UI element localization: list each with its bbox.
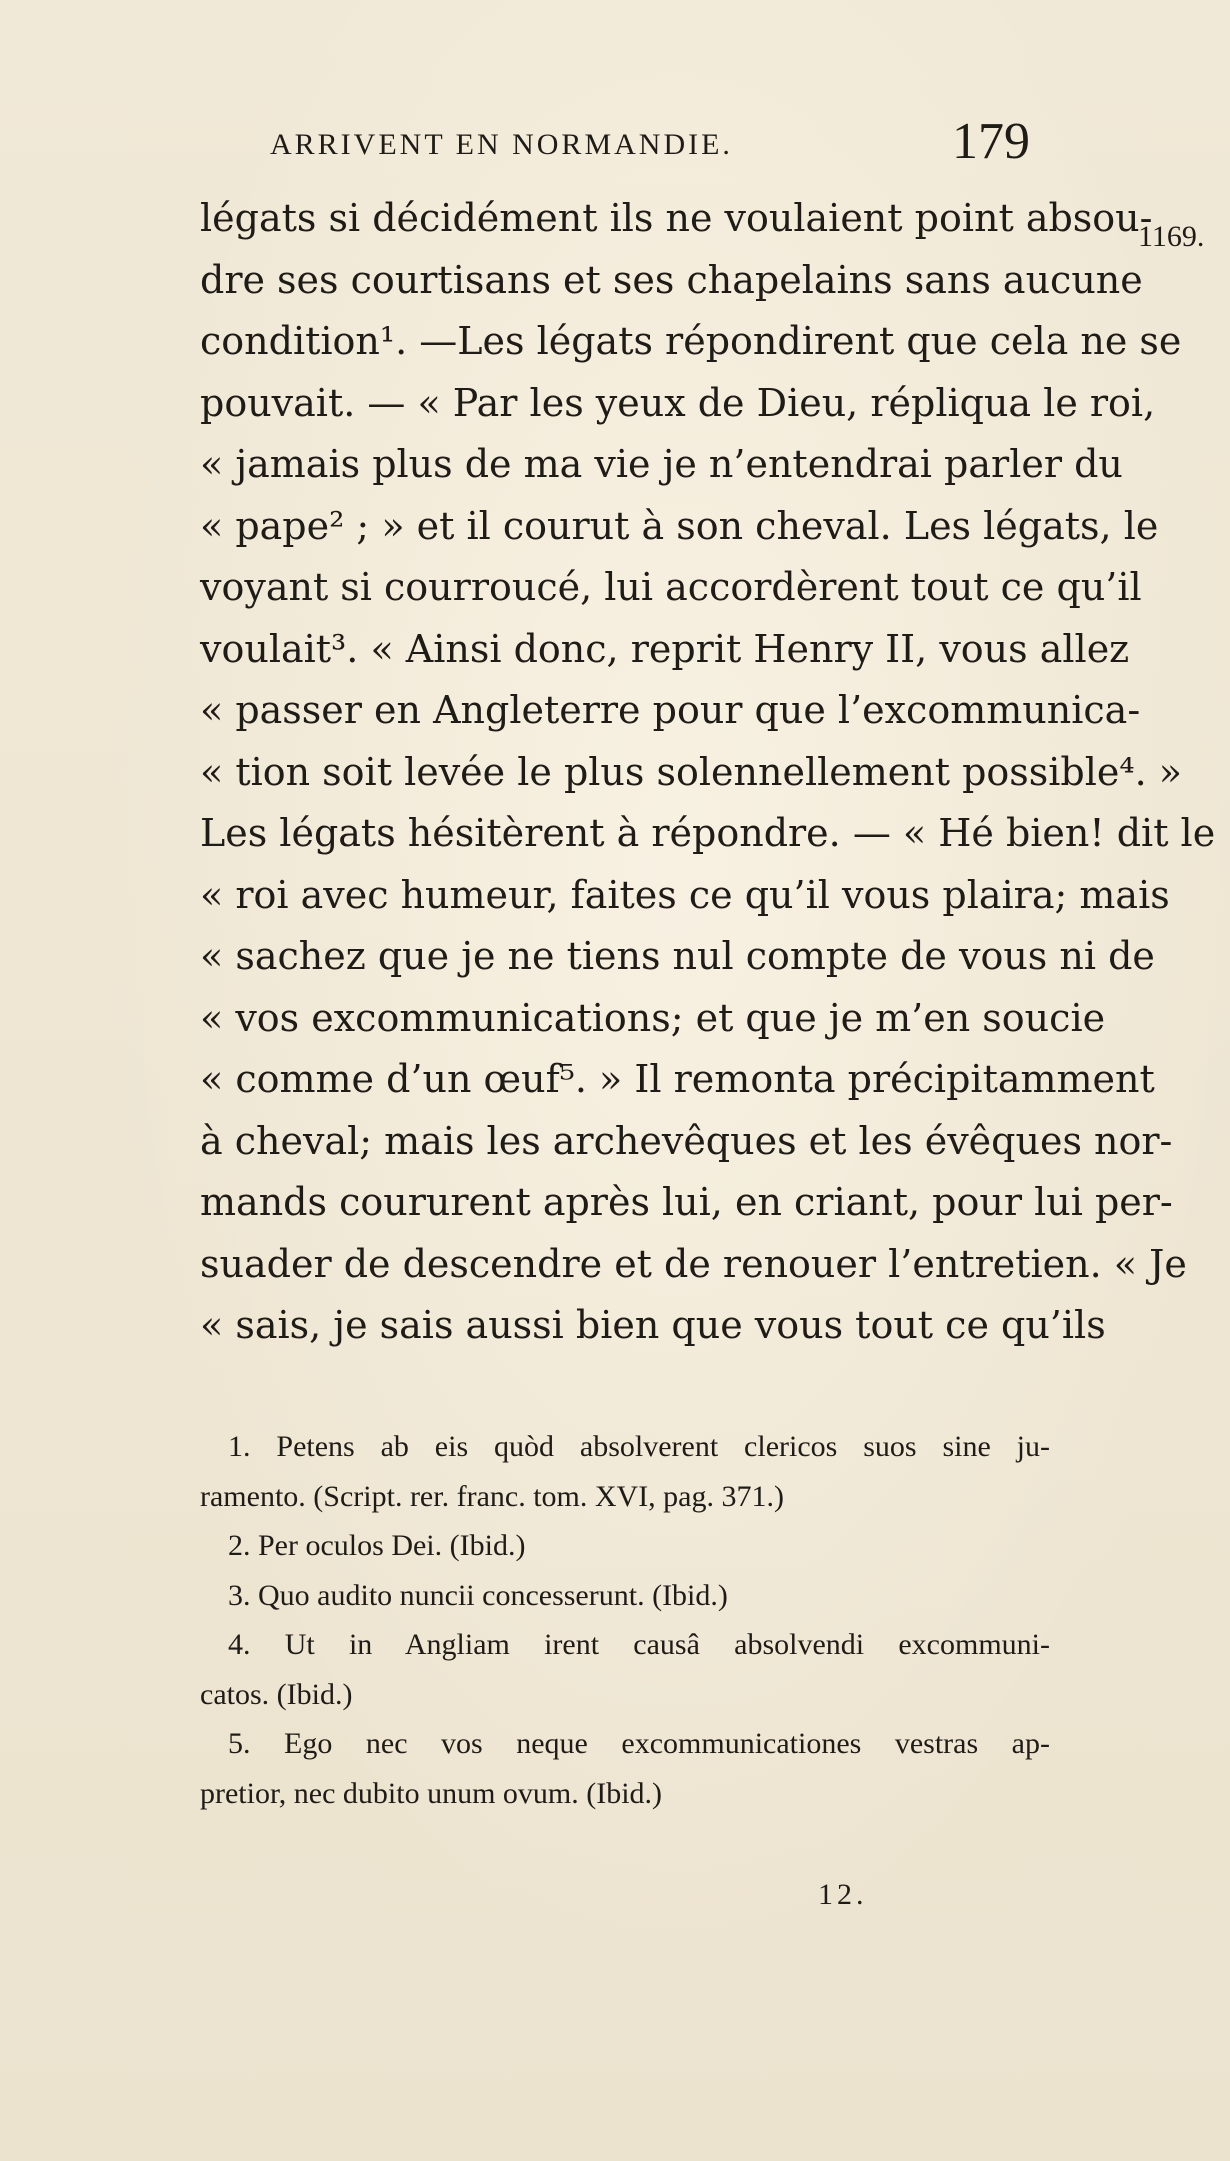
body-line: condition¹. —Les légats répondirent que cela ne se <box>200 319 1182 363</box>
body-line: « sachez que je ne tiens nul compte de vous ni de <box>200 934 1155 978</box>
running-head <box>270 113 1030 178</box>
body-line: légats si décidément ils ne voulaient point absou- <box>200 196 1153 240</box>
footnote-line: 1. Petens ab eis quòd absolverent clericos suos sine ju- <box>228 1430 1050 1463</box>
body-line: « roi avec humeur, faites ce qu’il vous plaira; mais <box>200 872 1170 917</box>
body-line: « comme d’un œuf⁵. » Il remonta précipitamment <box>200 1057 1155 1101</box>
body-line: « tion soit levée le plus solennellement possible⁴. » <box>200 749 1183 794</box>
body-line: « vos excommunications; et que je m’en soucie <box>200 995 1106 1040</box>
body-line: voyant si courroucé, lui accordèrent tout ce qu’il <box>200 565 1142 609</box>
body-line: « sais, je sais aussi bien que vous tout ce qu’ils <box>200 1303 1106 1347</box>
body-line: suader de descendre et de renouer l’entretien. « Je <box>200 1241 1187 1286</box>
body-line: voulait³. « Ainsi donc, reprit Henry II, vous allez <box>200 626 1130 671</box>
footnote-line: 2. Per oculos Dei. (Ibid.) <box>228 1529 526 1562</box>
footnote-line: ramento. (Script. rer. franc. tom. XVI, pag. 371.) <box>200 1479 784 1513</box>
body-line: Les légats hésitèrent à répondre. — « Hé bien! dit le <box>200 811 1216 855</box>
footnote-line: pretior, nec dubito unum ovum. (Ibid.) <box>200 1776 663 1810</box>
footnote-line: 5. Ego nec vos neque excommunicationes vestras ap- <box>228 1727 1050 1760</box>
margin-date: 1169. <box>1138 220 1205 253</box>
body-line: « pape² ; » et il courut à son cheval. Les légats, le <box>200 503 1159 548</box>
body-line: pouvait. — « Par les yeux de Dieu, répliqua le roi, <box>200 380 1156 425</box>
body-line: à cheval; mais les archevêques et les évêques nor- <box>200 1118 1173 1163</box>
body-line: dre ses courtisans et ses chapelains sans aucune <box>200 257 1143 302</box>
running-title: ARRIVENT EN NORMANDIE. <box>270 128 733 161</box>
footnotes <box>200 1422 1050 1818</box>
footnote-line: 4. Ut in Angliam irent causâ absolvendi excommuni- <box>228 1628 1050 1661</box>
footnote-line: catos. (Ibid.) <box>200 1677 353 1711</box>
footnote-line: 3. Quo audito nuncii concesserunt. (Ibid.) <box>228 1578 728 1612</box>
page-number: 179 <box>952 113 1030 170</box>
body-line: mands coururent après lui, en criant, pour lui per- <box>200 1180 1173 1224</box>
body-line: « jamais plus de ma vie je n’entendrai parler du <box>200 442 1123 486</box>
signature-mark: 12. <box>818 1878 868 1911</box>
body-line: « passer en Angleterre pour que l’excommunica- <box>200 688 1141 732</box>
